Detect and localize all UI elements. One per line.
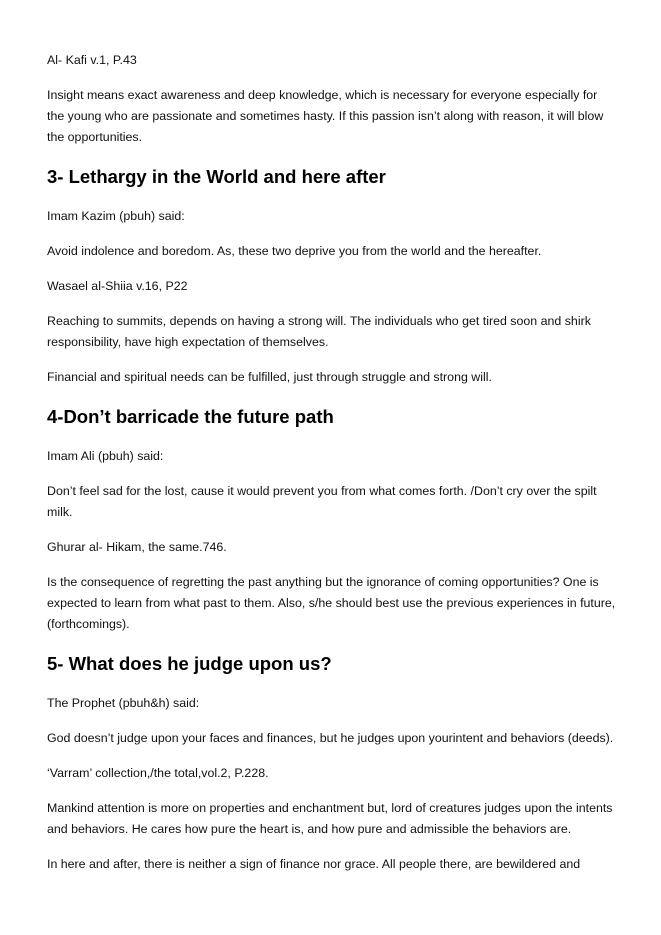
section-heading: 4-Don’t barricade the future path: [47, 406, 334, 427]
quote: God doesn’t judge upon your faces and finances, but he judges upon yourintent and behaviors (deeds).: [47, 731, 614, 745]
paragraph: In here and after, there is neither a sign of finance nor grace. All people there, are bewildered and: [47, 857, 581, 871]
speaker-line: The Prophet (pbuh&h) said:: [47, 696, 200, 710]
paragraph: Is the consequence of regretting the past anything but the ignorance of coming opportunities? One is expected to learn from what past to them. Also, s/he should best use the previous experiences in future, (forthcomings).: [47, 575, 616, 631]
speaker-line: Imam Ali (pbuh) said:: [47, 449, 164, 463]
source-citation: Al- Kafi v.1, P.43: [47, 53, 137, 67]
source-citation: Wasael al-Shiia v.16, P22: [47, 279, 188, 293]
section-heading: 3- Lethargy in the World and here after: [47, 166, 386, 187]
document-page: [47, 50, 617, 889]
quote: Avoid indolence and boredom. As, these two deprive you from the world and the hereafter.: [47, 244, 542, 258]
speaker-line: Imam Kazim (pbuh) said:: [47, 209, 185, 223]
paragraph: Insight means exact awareness and deep knowledge, which is necessary for everyone especially for the young who are passionate and sometimes hasty. If this passion isn’t along with reason, it will blow the opportunities.: [47, 88, 604, 144]
section-heading: 5- What does he judge upon us?: [47, 653, 332, 674]
paragraph: Reaching to summits, depends on having a strong will. The individuals who get tired soon and shirk responsibility, have high expectation of themselves.: [47, 314, 591, 349]
paragraph: Mankind attention is more on properties and enchantment but, lord of creatures judges upon the intents and behaviors. He cares how pure the heart is, and how pure and admissible the behaviors are.: [47, 801, 613, 836]
quote: Don’t feel sad for the lost, cause it would prevent you from what comes forth. /Don’t cry over the spilt milk.: [47, 484, 597, 519]
source-citation: ‘Varram’ collection,/the total,vol.2, P.228.: [47, 766, 269, 780]
paragraph: Financial and spiritual needs can be fulfilled, just through struggle and strong will.: [47, 370, 492, 384]
source-citation: Ghurar al- Hikam, the same.746.: [47, 540, 227, 554]
